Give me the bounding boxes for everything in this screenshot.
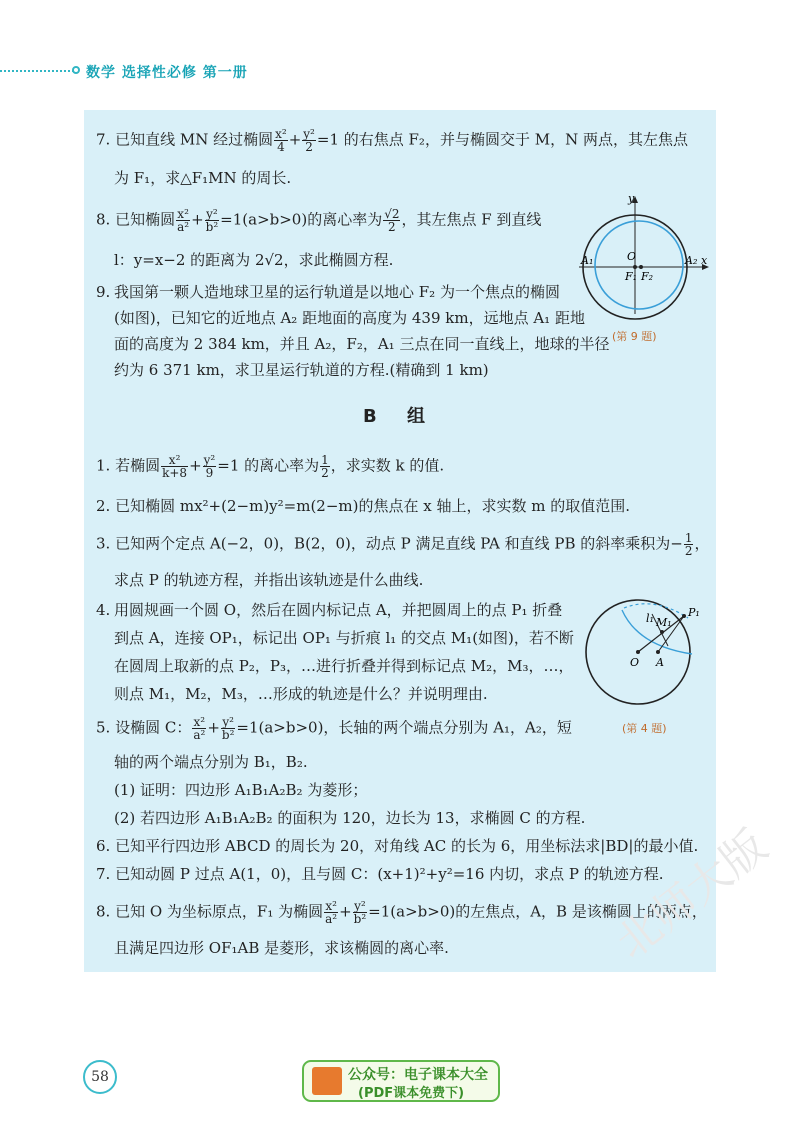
page-header bbox=[0, 60, 800, 84]
question-b4-line: 在圆周上取新的点 P₂，P₃，…进行折叠并得到标记点 M₂，M₃，…， bbox=[114, 657, 574, 675]
origin-label: O bbox=[627, 250, 637, 263]
question-b4-line: 则点 M₁，M₂，M₃，…形成的轨迹是什么？并说明理由. bbox=[114, 685, 488, 703]
fraction: $\frac{\text{y²}}{9}$ bbox=[203, 453, 216, 480]
question-a8-line2: l：y=x−2 的距离为 2√2，求此椭圆方程. bbox=[114, 251, 394, 269]
point-a bbox=[656, 650, 660, 654]
fraction: $\frac{\text{y²}}{\text{b²}}$ bbox=[221, 715, 235, 742]
question-b1: 1. 若椭圆 $\frac{\text{x²}}{k+8}$ + $\frac{\text{y²}}{9}$ =1 的离心率为 $\frac{1}{2}$ ，求实数 k 的值. bbox=[96, 453, 445, 480]
page-number: 58 bbox=[83, 1060, 117, 1094]
question-b6: 6. 已知平行四边形 ABCD 的周长为 20，对角线 AC 的长为 6，用坐标法求|BD|的最小值. bbox=[96, 837, 699, 855]
focus-point-f1 bbox=[633, 265, 637, 269]
fraction: $\frac{\text{x²}}{\text{a²}}$ bbox=[325, 899, 338, 926]
a1-label: A₁ bbox=[581, 254, 594, 267]
f1-label: F₁ bbox=[625, 270, 638, 283]
header-rule-end-circle bbox=[72, 66, 80, 74]
fraction: $\frac{\text{x²}}{\text{a²}}$ bbox=[193, 715, 206, 742]
question-a8: 8. 已知椭圆 $\frac{\text{x²}}{\text{a²}}$ + $\frac{\text{y²}}{\text{b²}}$ =1(a>b>0)的离心率为 $\frac{√2}{2}$ ，其左焦点 F 到直线 bbox=[96, 207, 542, 234]
question-b3: 3. 已知两个定点 A(−2，0)，B(2，0)，动点 P 满足直线 PA 和直线 PB 的斜率乘积为− $\frac{1}{2}$ ， bbox=[96, 531, 710, 558]
question-b5-part2: (2) 若四边形 A₁B₁A₂B₂ 的面积为 120，边长为 13，求椭圆 C 的方程. bbox=[114, 809, 586, 827]
question-b4-number: 4. bbox=[96, 601, 111, 619]
question-b4-line: 用圆规画一个圆 O，然后在圆内标记点 A，并把圆周上的点 P₁ 折叠 bbox=[114, 601, 563, 619]
p1-label: P₁ bbox=[688, 606, 700, 619]
m1-label: M₁ bbox=[656, 616, 672, 629]
earth-circle bbox=[595, 221, 683, 309]
question-a9-line: 我国第一颗人造地球卫星的运行轨道是以地心 F₂ 为一个焦点的椭圆 bbox=[114, 283, 560, 301]
question-b8-line2: 且满足四边形 OF₁AB 是菱形，求该椭圆的离心率. bbox=[114, 939, 449, 957]
figure-4-caption: (第 4 题) bbox=[622, 722, 667, 735]
book-icon bbox=[312, 1067, 342, 1095]
point-m1 bbox=[660, 630, 664, 634]
point-p1 bbox=[682, 614, 686, 618]
fraction: $\frac{1}{2}$ bbox=[684, 531, 693, 558]
a2-label: A₂ bbox=[685, 254, 698, 267]
question-a7-line2: 为 F₁，求△F₁MN 的周长. bbox=[114, 169, 292, 187]
figure-9-orbit-diagram bbox=[575, 192, 715, 322]
fraction: $\frac{\text{x²}}{\text{a²}}$ bbox=[177, 207, 190, 234]
group-b-title: B 组 bbox=[363, 406, 437, 427]
figure-9-caption: (第 9 题) bbox=[612, 330, 657, 343]
watermark-line2: (PDF课本免费下) bbox=[358, 1086, 465, 1101]
question-b8: 8. 已知 O 为坐标原点，F₁ 为椭圆 $\frac{\text{x²}}{\text{a²}}$ + $\frac{\text{y²}}{\text{b²}}$ =1(a>b>0)的左焦点，A，B 是该椭圆上的两点， bbox=[96, 899, 707, 926]
point-o bbox=[636, 650, 640, 654]
question-a9-number: 9. bbox=[96, 283, 111, 301]
question-b5-line2: 轴的两个端点分别为 B₁，B₂. bbox=[114, 753, 308, 771]
fraction: $\frac{\text{y²}}{2}$ bbox=[303, 127, 315, 154]
publisher-watermark: 北师大版 bbox=[606, 820, 777, 969]
question-b2: 2. 已知椭圆 mx²+(2−m)y²=m(2−m)的焦点在 x 轴上，求实数 m 的取值范围. bbox=[96, 497, 631, 515]
question-a7: 7. 已知直线 MN 经过椭圆 $\frac{\text{x²}}{4}$ + $\frac{\text{y²}}{2}$ =1 的右焦点 F₂，并与椭圆交于 M，N 两点，其左焦点 bbox=[96, 127, 688, 154]
fraction: $\frac{\text{x²}}{k+8}$ bbox=[162, 453, 188, 480]
a-label: A bbox=[656, 656, 664, 669]
fraction: $\frac{\text{x²}}{4}$ bbox=[275, 127, 287, 154]
l1-label: l₁ bbox=[646, 612, 654, 625]
figure-4-fold-diagram bbox=[584, 596, 714, 716]
fraction: $\frac{\text{y²}}{\text{b²}}$ bbox=[353, 899, 367, 926]
f2-label: F₂ bbox=[641, 270, 654, 283]
fraction: $\frac{√2}{2}$ bbox=[384, 207, 400, 234]
o-label: O bbox=[630, 656, 640, 669]
question-b4-line: 到点 A，连接 OP₁，标记出 OP₁ 与折痕 l₁ 的交点 M₁(如图)，若不断 bbox=[114, 629, 574, 647]
header-dotted-rule bbox=[0, 70, 74, 72]
fraction: $\frac{1}{2}$ bbox=[321, 453, 329, 480]
question-a9-line: 约为 6 371 km，求卫星运行轨道的方程.(精确到 1 km) bbox=[114, 361, 489, 379]
question-a9-line: (如图)，已知它的近地点 A₂ 距地面的高度为 439 km，远地点 A₁ 距地 bbox=[114, 309, 585, 327]
question-b5-part1: (1) 证明：四边形 A₁B₁A₂B₂ 为菱形； bbox=[114, 781, 368, 799]
question-b7: 7. 已知动圆 P 过点 A(1，0)，且与圆 C：(x+1)²+y²=16 内切，求点 P 的轨迹方程. bbox=[96, 865, 664, 883]
question-b5: 5. 设椭圆 C： $\frac{\text{x²}}{\text{a²}}$ + $\frac{\text{y²}}{\text{b²}}$ =1(a>b>0)，长轴的两个端点分别为 A₁，A₂，短 bbox=[96, 715, 572, 742]
book-title: 数学 选择性必修 第一册 bbox=[86, 65, 248, 81]
watermark-banner bbox=[302, 1060, 500, 1102]
question-b3-line2: 求点 P 的轨迹方程，并指出该轨迹是什么曲线. bbox=[114, 571, 424, 589]
question-a9-line: 面的高度为 2 384 km，并且 A₂，F₂，A₁ 三点在同一直线上，地球的半径 bbox=[114, 335, 610, 353]
watermark-line1: 公众号：电子课本大全 bbox=[348, 1067, 488, 1083]
focus-point-f2 bbox=[639, 265, 643, 269]
fraction: $\frac{\text{y²}}{\text{b²}}$ bbox=[205, 207, 219, 234]
y-axis-label: y bbox=[628, 192, 635, 205]
x-axis-label: x bbox=[701, 254, 708, 267]
